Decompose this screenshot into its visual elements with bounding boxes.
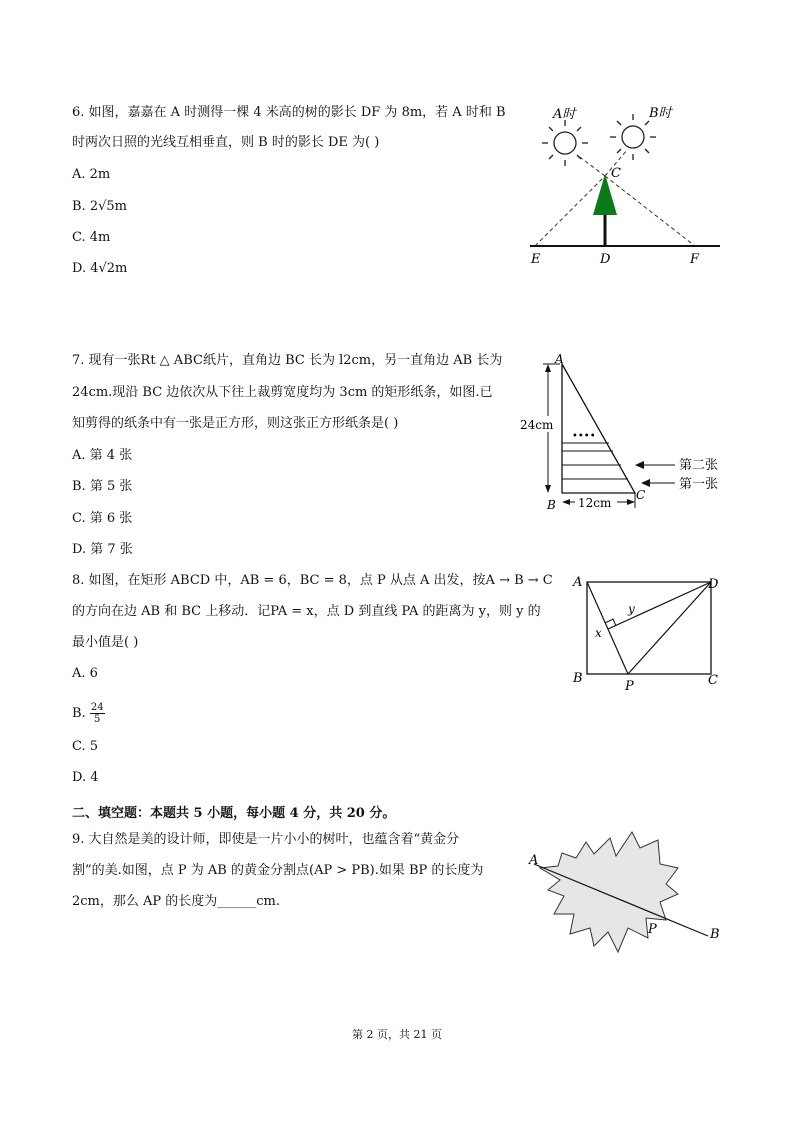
ray-a-ext (577, 155, 605, 176)
q6-option-b: B. 2√5m (72, 199, 127, 214)
label-b: B (573, 671, 583, 686)
q8-option-d: D. 4 (72, 770, 99, 785)
q8-option-b-fraction (90, 702, 105, 725)
label-a: A (555, 352, 564, 366)
q7-option-c: C. 第 6 张 (72, 511, 133, 526)
rectangle-abcd (587, 582, 711, 674)
arrow2-label: 第二张 (679, 458, 719, 473)
section-title: 二、填空题：本题共 5 小题，每小题 4 分，共 20 分。 (72, 806, 396, 821)
arrow1-label: 第一张 (679, 477, 719, 492)
label-p: P (625, 679, 634, 694)
label-x: x (595, 626, 602, 640)
page-footer: 第 2 页，共 21 页 (352, 1028, 442, 1041)
arrow-left-icon (641, 479, 650, 487)
q7-option-b: B. 第 5 张 (72, 479, 133, 494)
q8-option-c: C. 5 (72, 739, 99, 754)
triangle-abc (562, 364, 635, 493)
q9-stem-line2: 割”的美.如图，点 P 为 AB 的黄金分割点(AP > PB).如果 BP 的长度为 (72, 863, 484, 878)
arrow-left-icon (635, 461, 644, 469)
q8-option-a: A. 6 (72, 666, 98, 681)
q6-option-a: A. 2m (72, 167, 111, 182)
q7-stem-line3: 知剪得的纸条中有一张是正方形，则这张正方形纸条是( ) (72, 416, 399, 431)
q6-option-d: D. 4√2m (72, 261, 128, 276)
label-c: C (611, 166, 621, 181)
label-e: E (531, 252, 541, 267)
q8-stem-line1: 8. 如图，在矩形 ABCD 中，AB = 6，BC = 8，点 P 从点 A 出发，按A → B → C (72, 573, 553, 588)
height-label: 24cm (520, 418, 554, 432)
sun-a-label: A时 (553, 107, 576, 122)
q9-stem-line1: 9. 大自然是美的设计师，即使是一片小小的树叶，也蕴含着“黄金分 (72, 832, 460, 847)
fraction-denominator: 5 (94, 714, 101, 725)
q6-stem-line2: 时两次日照的光线互相垂直，则 B 时的影长 DE 为( ) (72, 135, 380, 150)
segment-ap (587, 582, 628, 674)
leaf-shape (540, 832, 678, 952)
label-a: A (573, 575, 583, 590)
q7-option-d: D. 第 7 张 (72, 542, 133, 557)
q8-figure (568, 570, 728, 695)
label-b: B (710, 927, 720, 942)
label-p: P (648, 922, 657, 937)
q9-figure (528, 828, 728, 968)
label-f: F (690, 252, 700, 267)
q8-stem-line3: 最小值是( ) (72, 635, 139, 650)
dots: •••• (572, 431, 596, 442)
label-c: C (708, 673, 718, 688)
label-b: B (547, 498, 556, 512)
q7-stem-line2: 24cm.现沿 BC 边依次从下往上裁剪宽度均为 3cm 的矩形纸条，如图.已 (72, 385, 493, 400)
q7-figure (515, 350, 730, 515)
fraction-numerator: 24 (90, 702, 104, 713)
sun-a-icon (542, 120, 588, 166)
q9-stem-line3: 2cm，那么 AP 的长度为______cm. (72, 894, 281, 909)
label-d: D (708, 577, 719, 592)
width-label: 12cm (578, 496, 612, 510)
q7-stem-line1: 7. 现有一张Rt △ ABC纸片，直角边 BC 长为 l2cm，另一直角边 AB 长为 (72, 353, 503, 368)
ray-b (605, 176, 695, 246)
q7-option-a: A. 第 4 张 (72, 448, 133, 463)
segment-pd (628, 582, 711, 674)
label-c: C (636, 488, 646, 502)
label-a: A (529, 853, 539, 868)
segment-dy (608, 582, 711, 629)
q6-stem-line1: 6. 如图，嘉嘉在 A 时测得一棵 4 米高的树的影长 DF 为 8m，若 A 时和 B (72, 105, 506, 120)
label-d: D (600, 252, 611, 267)
q8-option-b (72, 702, 105, 725)
sun-b-label: B时 (649, 106, 672, 121)
q6-figure (525, 98, 730, 268)
q8-stem-line2: 的方向在边 AB 和 BC 上移动．记PA = x，点 D 到直线 PA 的距离为 y，则 y 的 (72, 604, 541, 619)
q6-option-c: C. 4m (72, 230, 111, 245)
label-y: y (628, 602, 635, 616)
q8-option-b-prefix: B. (72, 706, 86, 721)
